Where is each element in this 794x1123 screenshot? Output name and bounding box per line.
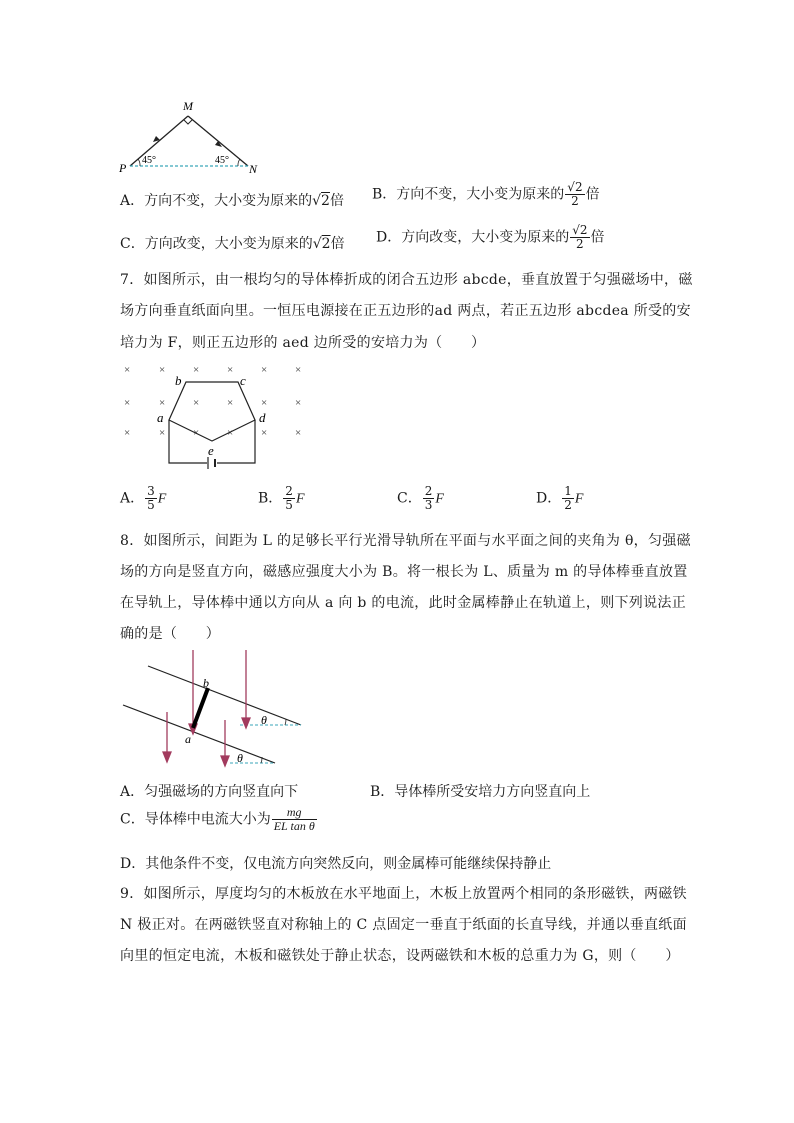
q9-text-line1: 9．如图所示，厚度均匀的木板放在水平地面上，木板上放置两个相同的条形磁铁，两磁铁	[120, 886, 687, 902]
svg-text:×: ×	[124, 427, 131, 439]
svg-text:×: ×	[295, 427, 302, 439]
svg-text:×: ×	[261, 427, 268, 439]
svg-text:×: ×	[227, 397, 234, 409]
q7-text-line3: 培力为 F，则正五边形的 aed 边所受的安培力为（ ）	[120, 335, 486, 351]
q6-figure	[115, 96, 265, 176]
q9-text-line2: N 极正对。在两磁铁竖直对称轴上的 C 点固定一垂直于纸面的长直导线，并通以垂直纸面	[120, 917, 687, 933]
vertex-a: a	[157, 410, 164, 425]
theta-label-2: θ	[237, 751, 243, 765]
vertex-b: b	[175, 373, 182, 388]
q8-option-d[interactable]: D．其他条件不变，仅电流方向突然反向，则金属棒可能继续保持静止	[120, 856, 552, 872]
theta-label-1: θ	[261, 713, 267, 727]
q8-option-a[interactable]: A．匀强磁场的方向竖直向下	[120, 784, 299, 800]
label-N: N	[249, 162, 258, 176]
svg-text:×: ×	[193, 427, 200, 439]
q9-text-line3: 向里的恒定电流，木板和磁铁处于静止状态，设两磁铁和木板的总重力为 G，则（ ）	[120, 948, 680, 964]
q6-option-c[interactable]: C．方向改变，大小变为原来的√2倍	[120, 236, 345, 252]
label-M: M	[183, 99, 193, 113]
vertex-c: c	[240, 373, 246, 388]
rod-label-a: a	[185, 732, 191, 746]
svg-text:×: ×	[193, 397, 200, 409]
q7-option-d[interactable]: D． $\frac{1}{2}$ F	[536, 484, 584, 512]
svg-text:×: ×	[159, 427, 166, 439]
svg-text:×: ×	[193, 364, 200, 376]
label-P: P	[119, 161, 127, 175]
svg-text:×: ×	[261, 364, 268, 376]
q7-option-c[interactable]: C． $\frac{2}{3}$ F	[397, 484, 444, 512]
q8-figure	[115, 648, 315, 768]
q6-option-d[interactable]: D．方向改变，大小变为原来的 $\frac{√2}{2}$ 倍	[376, 223, 605, 251]
q7-option-b[interactable]: B． $\frac{2}{5}$ F	[258, 484, 305, 512]
q8-option-c[interactable]: C．导体棒中电流大小为 $\frac{mg}{\text{EL tan θ}}$	[120, 805, 315, 833]
q7-text-line2: 场方向垂直纸面向里。一恒压电源接在正五边形的ad 两点，若正五边形 abcdea 所受的安	[120, 303, 691, 319]
q8-text-line4: 确的是（ ）	[120, 626, 221, 642]
q7-figure	[115, 358, 325, 473]
angle-right: 45°	[215, 155, 229, 166]
svg-text:×: ×	[261, 397, 268, 409]
svg-text:×: ×	[227, 364, 234, 376]
q8-text-line2: 场的方向是竖直方向，磁感应强度大小为 B。将一根长为 L、质量为 m 的导体棒垂直放置	[120, 564, 688, 580]
q7-text-line1: 7．如图所示，由一根均匀的导体棒折成的闭合五边形 abcde，垂直放置于匀强磁场中，磁	[120, 272, 693, 288]
svg-text:×: ×	[295, 364, 302, 376]
svg-text:×: ×	[227, 427, 234, 439]
q7-option-a[interactable]: A． $\frac{3}{5}$ F	[120, 484, 167, 512]
svg-text:×: ×	[124, 397, 131, 409]
rod-label-b: b	[203, 676, 209, 690]
svg-text:×: ×	[159, 364, 166, 376]
q8-option-b[interactable]: B．导体棒所受安培力方向竖直向上	[370, 784, 591, 800]
q8-text-line3: 在导轨上，导体棒中通以方向从 a 向 b 的电流，此时金属棒静止在轨道上，则下列说法正	[120, 595, 687, 611]
q8-text-line1: 8．如图所示，间距为 L 的足够长平行光滑导轨所在平面与水平面之间的夹角为 θ，匀强磁	[120, 533, 691, 549]
vertex-d: d	[259, 410, 266, 425]
vertex-e: e	[208, 443, 214, 458]
q6-option-b[interactable]: B．方向不变，大小变为原来的 $\frac{√2}{2}$ 倍	[372, 180, 600, 208]
svg-text:×: ×	[295, 397, 302, 409]
angle-left: 45°	[142, 155, 156, 166]
svg-text:×: ×	[124, 364, 131, 376]
q6-option-a[interactable]: A．方向不变，大小变为原来的√2倍	[120, 193, 344, 209]
svg-text:×: ×	[159, 397, 166, 409]
